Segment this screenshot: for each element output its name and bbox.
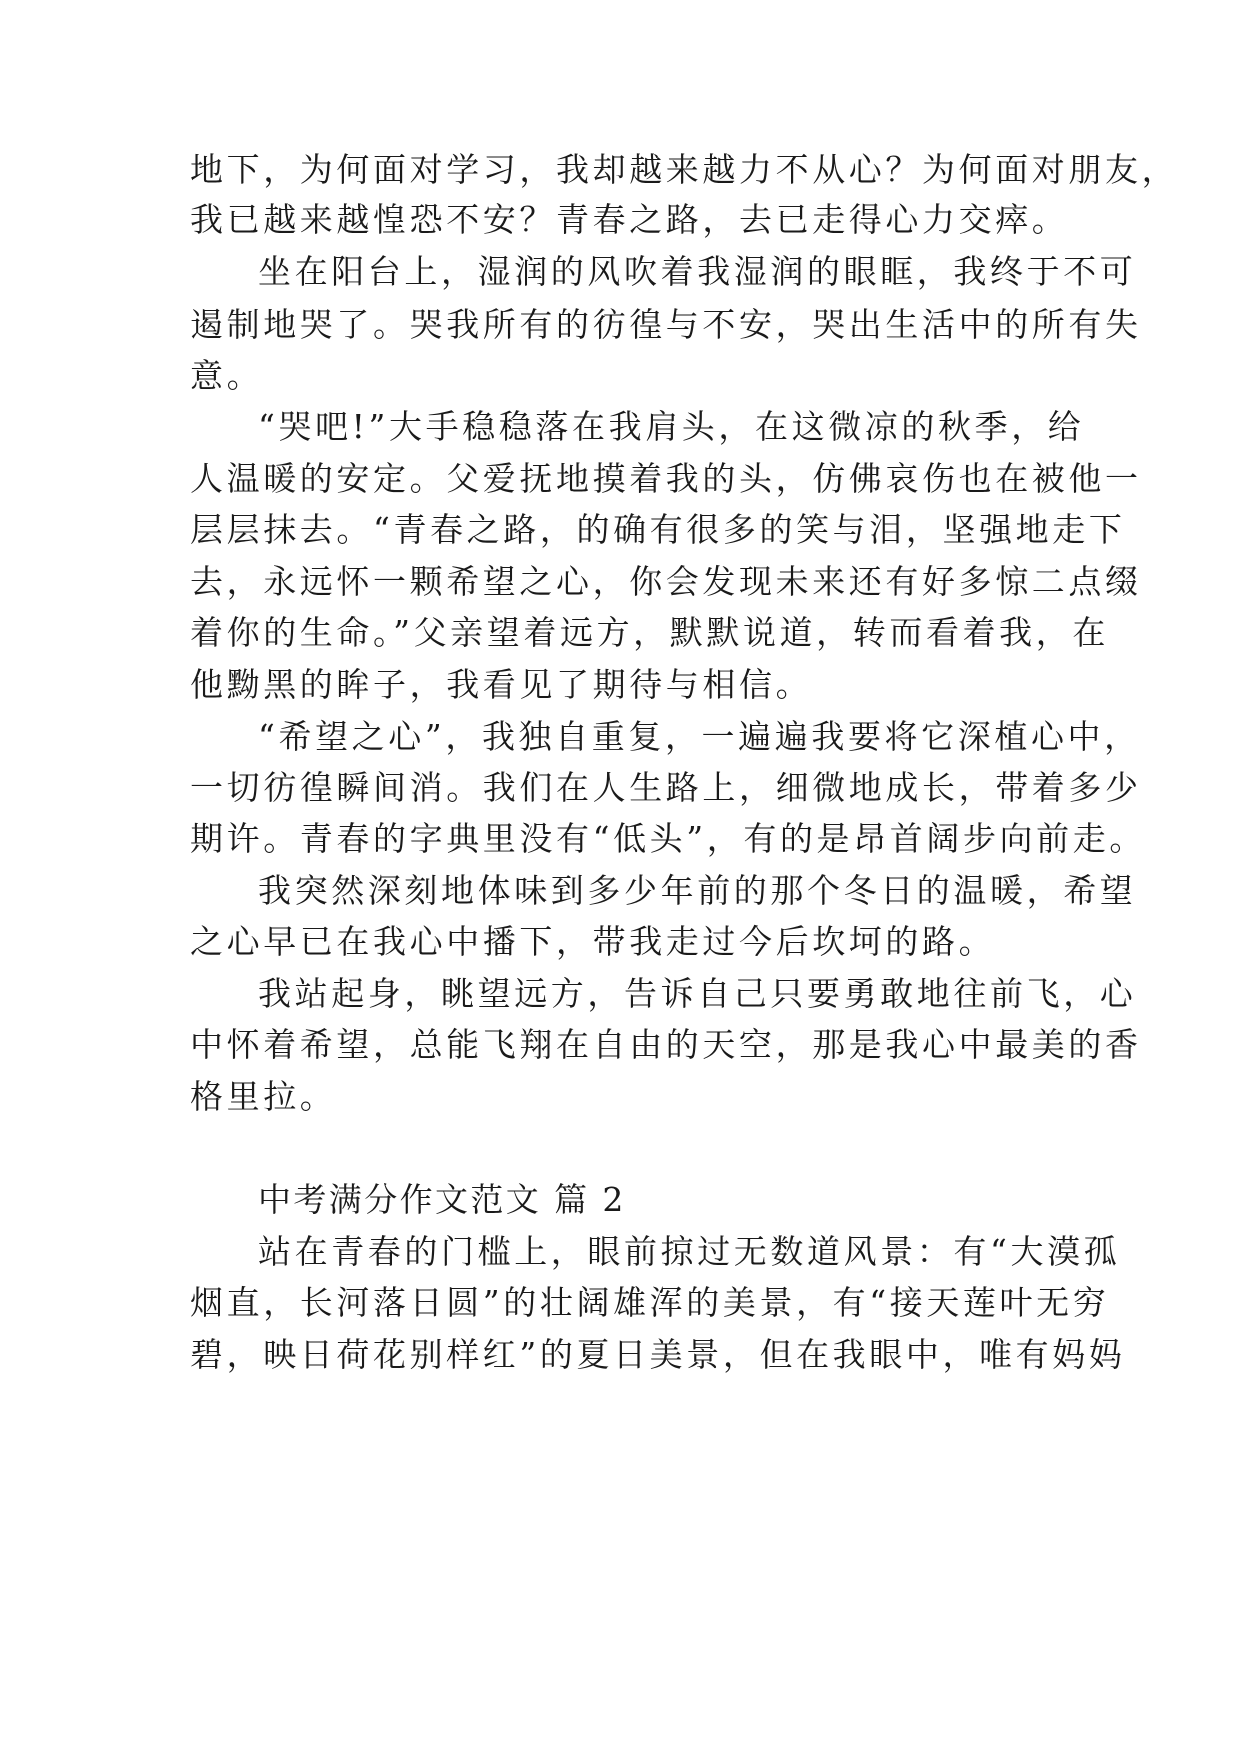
text-line: 着你的生命。”父亲望着远方，默默说道，转而看着我，在: [190, 613, 1109, 652]
text-line: 层层抹去。“青春之路，的确有很多的笑与泪，坚强地走下: [190, 510, 1126, 549]
text-line: 碧，映日荷花别样红”的夏日美景，但在我眼中，唯有妈妈: [190, 1335, 1126, 1374]
paragraph-first-line: “希望之心”，我独自重复，一遍遍我要将它深植心中，: [258, 717, 1141, 756]
text-line: 一切彷徨瞬间消。我们在人生路上，细微地成长，带着多少: [190, 768, 1142, 807]
text-line: 烟直，长河落日圆”的壮阔雄浑的美景，有“接天莲叶无穷: [190, 1283, 1110, 1322]
paragraph-first-line: “哭吧!”大手稳稳落在我肩头，在这微凉的秋季，给: [258, 407, 1085, 446]
section-heading: 中考满分作文范文 篇 2: [258, 1180, 626, 1219]
paragraph-first-line: 我站起身，眺望远方，告诉自己只要勇敢地往前飞，心: [258, 974, 1137, 1013]
text-line: 期许。青春的字典里没有“低头”，有的是昂首阔步向前走。: [190, 819, 1146, 858]
text-line: 之心早已在我心中播下，带我走过今后坎坷的路。: [190, 922, 996, 961]
text-line: 遏制地哭了。哭我所有的彷徨与不安，哭出生活中的所有失: [190, 305, 1142, 344]
paragraph-first-line: 站在青春的门槛上，眼前掠过无数道风景：有“大漠孤: [258, 1232, 1121, 1271]
text-line: 中怀着希望，总能飞翔在自由的天空，那是我心中最美的香: [190, 1025, 1142, 1064]
text-line: 格里拉。: [190, 1077, 337, 1116]
text-line: 他黝黑的眸子，我看见了期待与相信。: [190, 665, 813, 704]
paragraph-first-line: 我突然深刻地体味到多少年前的那个冬日的温暖，希望: [258, 871, 1137, 910]
text-line: 意。: [190, 356, 264, 395]
text-line: 我已越来越惶恐不安？青春之路，去已走得心力交瘁。: [190, 200, 1069, 239]
paragraph-first-line: 坐在阳台上，湿润的风吹着我湿润的眼眶，我终于不可: [258, 252, 1137, 291]
text-line: 人温暖的安定。父爱抚地摸着我的头，仿佛哀伤也在被他一: [190, 459, 1142, 498]
text-line: 去，永远怀一颗希望之心，你会发现未来还有好多惊二点缀: [190, 562, 1142, 601]
text-line: 地下，为何面对学习，我却越来越力不从心？为何面对朋友，: [190, 150, 1179, 189]
